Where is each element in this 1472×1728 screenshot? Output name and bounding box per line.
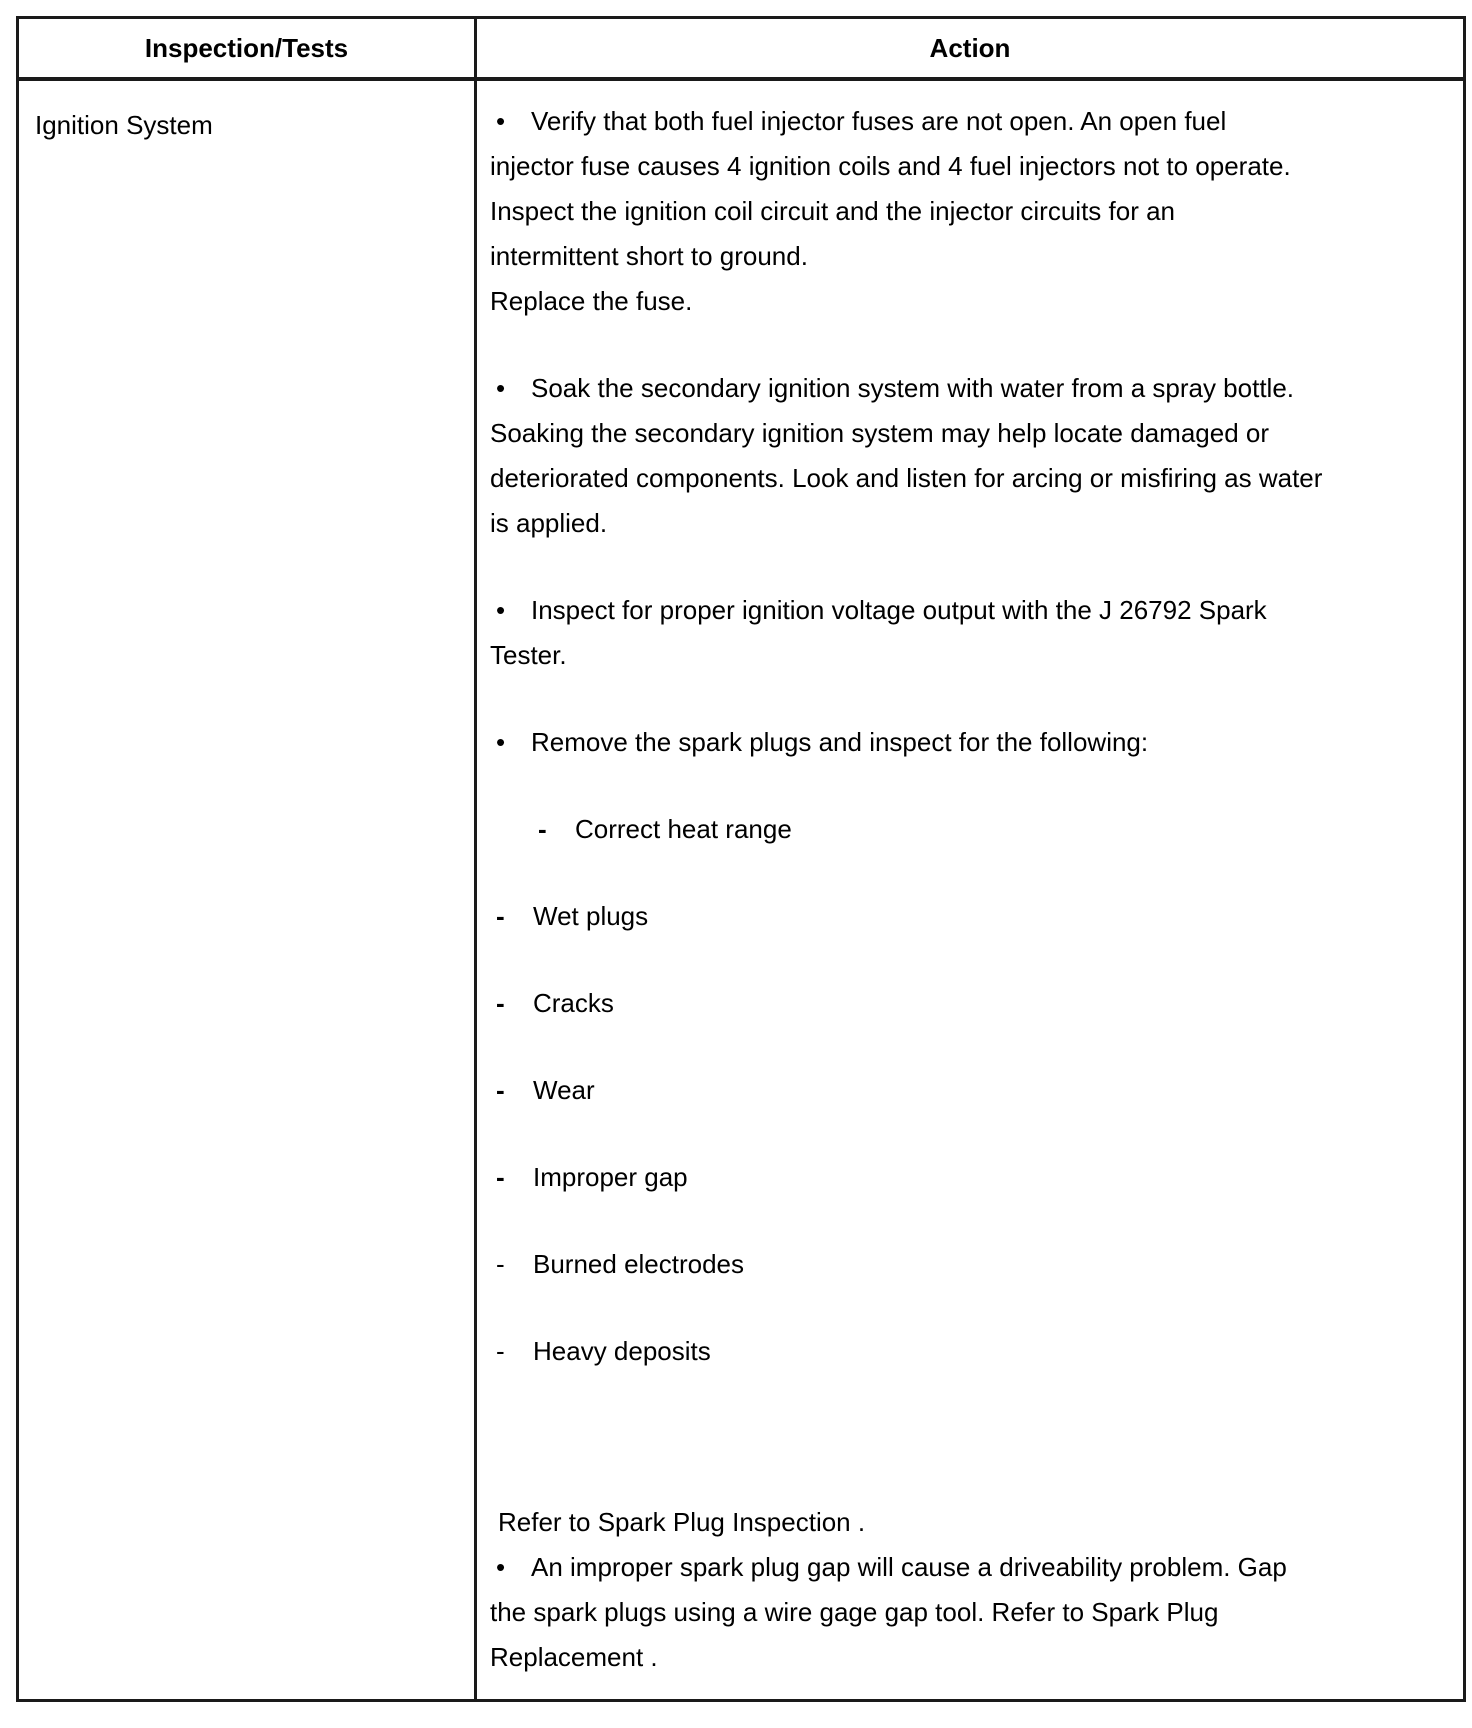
text-line: Remove the spark plugs and inspect for the following: — [531, 727, 1149, 757]
table-header-row — [19, 19, 1463, 81]
dash-icon: - — [496, 1162, 505, 1192]
text-line: Verify that both fuel injector fuses are not open. An open fuel — [531, 106, 1227, 136]
check-item-label: Correct heat range — [575, 814, 792, 844]
dash-icon: - — [496, 1249, 505, 1279]
text-line: Replacement . — [490, 1642, 658, 1672]
action-paragraph — [490, 1500, 1420, 1680]
text-line: injector fuse causes 4 ignition coils and 4 fuel injectors not to operate. — [490, 151, 1291, 181]
check-item — [490, 1155, 1420, 1200]
text-line: deteriorated components. Look and listen for arcing or misfiring as water — [490, 463, 1323, 493]
text-line: is applied. — [490, 508, 608, 538]
text-line: Replace the fuse. — [490, 286, 693, 316]
dash-icon: - — [538, 814, 547, 844]
check-item — [490, 1068, 1420, 1113]
check-item-label: Improper gap — [533, 1162, 688, 1192]
text-line: Soaking the secondary ignition system may help locate damaged or — [490, 418, 1269, 448]
dash-icon: - — [496, 1075, 505, 1105]
bullet-icon: • — [496, 373, 506, 403]
bullet-icon: • — [496, 595, 506, 625]
action-cell — [490, 99, 1420, 1680]
check-item — [490, 894, 1420, 939]
check-item-label: Wear — [533, 1075, 595, 1105]
check-item — [490, 807, 1420, 852]
header-inspection-tests: Inspection/Tests — [144, 33, 349, 63]
check-item-label: Heavy deposits — [533, 1336, 711, 1366]
bullet-icon: • — [496, 727, 506, 757]
check-item — [490, 1242, 1420, 1287]
action-paragraph — [490, 720, 1420, 765]
check-item-label: Burned electrodes — [533, 1249, 745, 1279]
text-line: the spark plugs using a wire gage gap tool. Refer to Spark Plug — [490, 1597, 1219, 1627]
text-line: Soak the secondary ignition system with water from a spray bottle. — [531, 373, 1295, 403]
dash-icon: - — [496, 988, 505, 1018]
text-line: intermittent short to ground. — [490, 241, 808, 271]
bullet-icon: • — [496, 1552, 506, 1582]
action-paragraph — [490, 366, 1420, 546]
inspection-cell: Ignition System — [35, 110, 213, 140]
action-paragraph — [490, 99, 1420, 324]
header-action: Action — [929, 33, 1011, 63]
bullet-icon: • — [496, 106, 506, 136]
text-line: An improper spark plug gap will cause a driveability problem. Gap — [531, 1552, 1287, 1582]
dash-icon: - — [496, 1336, 505, 1366]
text-line: Inspect for proper ignition voltage output with the J 26792 Spark — [531, 595, 1267, 625]
text-line: Tester. — [490, 640, 567, 670]
dash-icon: - — [496, 901, 505, 931]
check-item-label: Cracks — [533, 988, 614, 1018]
check-item-label: Wet plugs — [533, 901, 649, 931]
refer-spark-plug-inspection: Refer to Spark Plug Inspection . — [498, 1507, 866, 1537]
text-line: Inspect the ignition coil circuit and the injector circuits for an — [490, 196, 1176, 226]
check-item — [490, 1329, 1420, 1374]
inspection-table — [16, 16, 1466, 1702]
check-item — [490, 981, 1420, 1026]
column-divider — [474, 19, 477, 1699]
action-paragraph — [490, 588, 1420, 678]
